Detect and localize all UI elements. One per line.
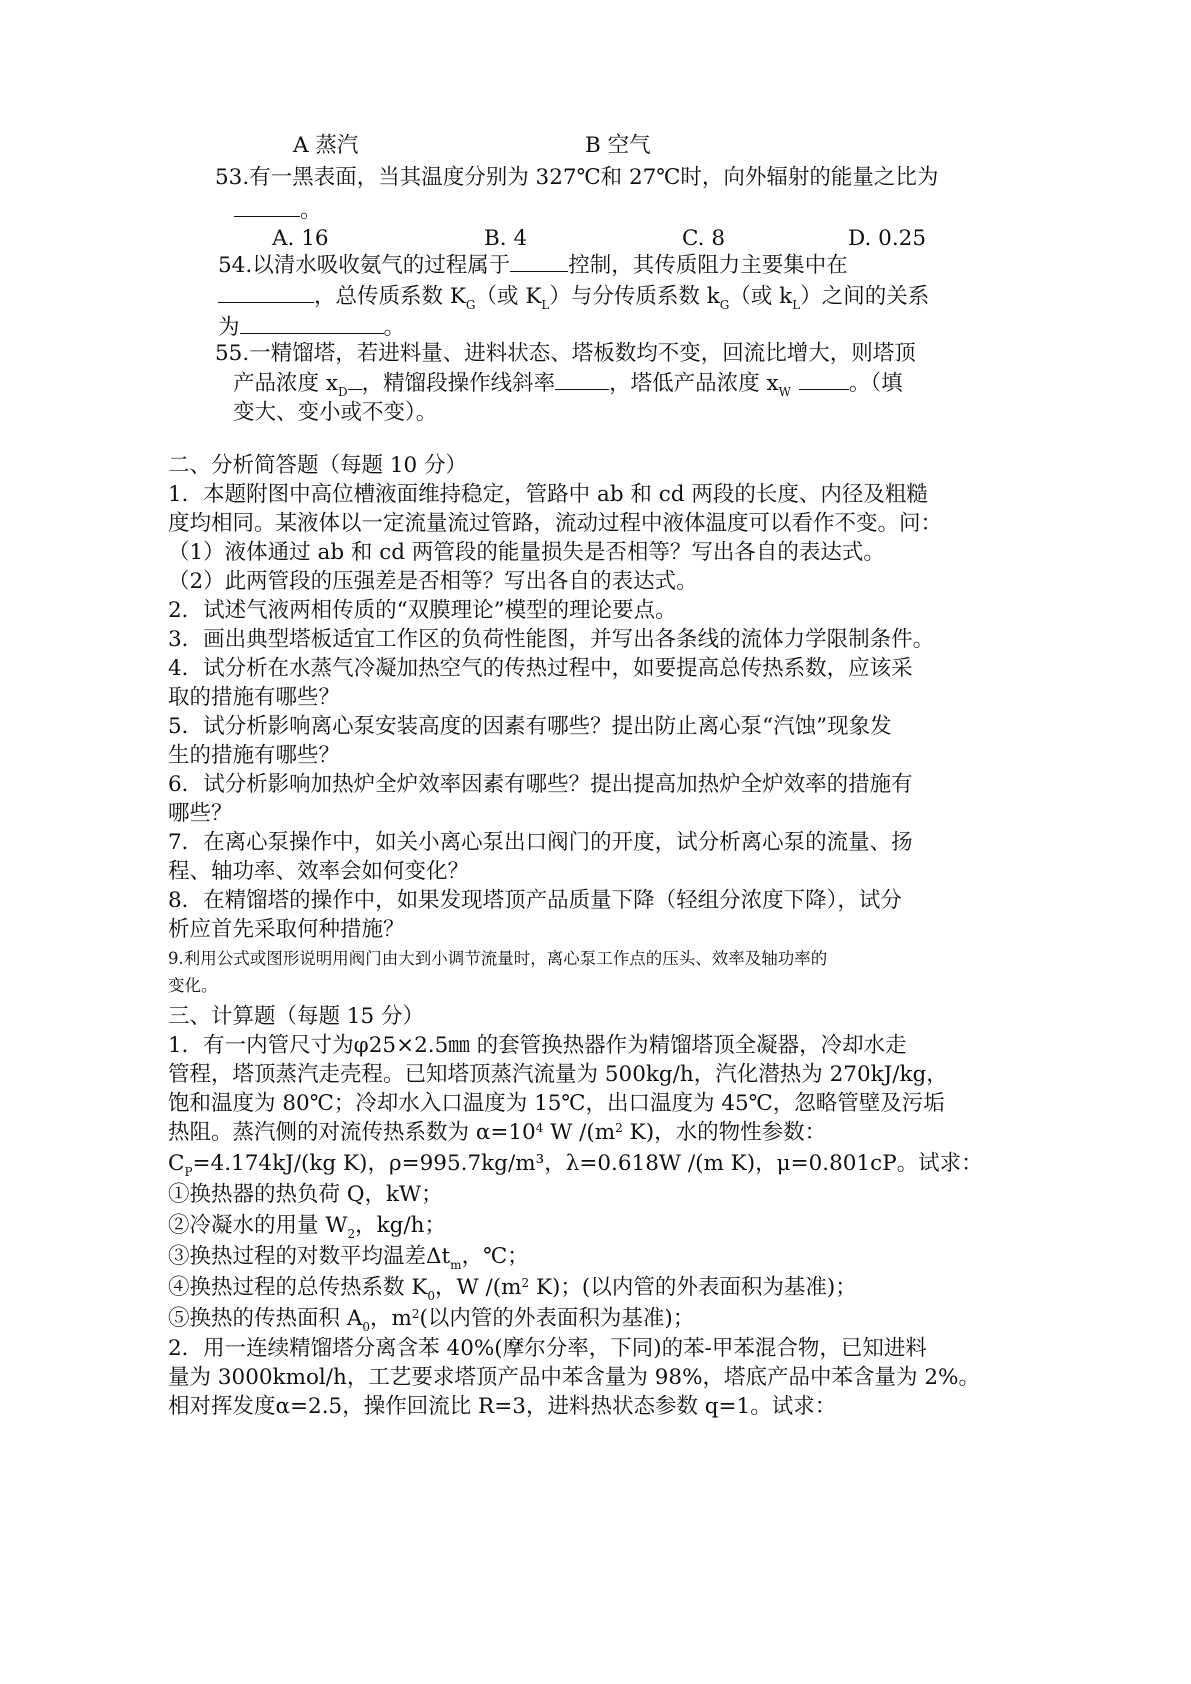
section2-line: 5．试分析影响离心泵安装高度的因素有哪些？提出防止离心泵“汽蚀”现象发: [168, 714, 892, 739]
answer-blank: [799, 369, 849, 390]
q54-line-1: 54.以清水吸收氨气的过程属于 控制，其传质阻力主要集中在: [218, 253, 848, 278]
q55-line-3: 变大、变小或不变）。: [233, 400, 438, 425]
section2-line: 1．本题附图中高位槽液面维持稳定，管路中 ab 和 cd 两段的长度、内径及粗糙: [168, 482, 928, 507]
section3-c2-line-1: 2．用一连续精馏塔分离含苯 40%(摩尔分率，下同)的苯-甲苯混合物，已知进料: [168, 1336, 927, 1361]
q53-option-d: D. 0.25: [848, 226, 927, 251]
section2-line: 取的措施有哪些？: [168, 685, 341, 710]
section2-line: 2．试述气液两相传质的“双膜理论”模型的理论要点。: [168, 598, 677, 623]
section2-line: 8．在精馏塔的操作中，如果发现塔顶产品质量下降（轻组分浓度下降），试分: [168, 888, 902, 913]
section3-c2-line-3: 相对挥发度α=2.5，操作回流比 R=3，进料热状态参数 q=1。试求：: [168, 1394, 837, 1419]
section3-title: 三、计算题（每题 15 分）: [168, 1004, 425, 1029]
answer-blank: [555, 369, 609, 390]
q53-option-a: A. 16: [272, 226, 329, 251]
section3-c1-line-5: $C_P=4.174kJ/(kg$ K)，ρ=995.7kg/m³，λ=0.618W /(m K)，μ=0.801cP。试求：: [168, 1151, 983, 1179]
q52-option-a: A 蒸汽: [293, 133, 359, 158]
section2-line: 4．试分析在水蒸气冷凝加热空气的传热过程中，如要提高总传热系数，应该采: [168, 656, 913, 681]
section3-c1-item-1: ①换热器的热负荷 Q，kW；: [168, 1182, 443, 1207]
q53-option-b: B. 4: [484, 226, 528, 251]
section3-c1-line-4: 热阻。蒸汽侧的对流传热系数为 $\alpha=10^4$ W $/(m^2$ K)，水的物性参数：: [168, 1120, 827, 1145]
section2-line: 生的措施有哪些？: [168, 743, 341, 768]
section3-c1-item-3: ③换热过程的对数平均温差$\Delta t_m$，℃；: [168, 1244, 529, 1272]
q54-line-3: 为 。: [218, 315, 406, 340]
section3-c1-line-3: 饱和温度为 80℃；冷却水入口温度为 15℃，出口温度为 45℃，忽略管壁及污垢: [168, 1091, 945, 1116]
section2-line: 程、轴功率、效率会如何变化？: [168, 859, 470, 884]
answer-blank: [218, 282, 314, 303]
section2-line: （2）此两管段的压强差是否相等？写出各自的表达式。: [168, 569, 698, 594]
section3-c2-line-2: 量为 3000kmol/h，工艺要求塔顶产品中苯含量为 98%，塔底产品中苯含量为 2%。: [168, 1365, 980, 1390]
section2-line: 哪些？: [168, 801, 233, 826]
section2-q9-line-1: 9.利用公式或图形说明用阀门由大到小调节流量时，离心泵工作点的压头、效率及轴功率的: [168, 949, 828, 968]
section2-line: 度均相同。某液体以一定流量流过管路，流动过程中液体温度可以看作不变。问：: [168, 511, 943, 536]
q52-option-b: B 空气: [585, 133, 651, 158]
section2-line: 析应首先采取何种措施？: [168, 917, 405, 942]
q53-answer-line: 。: [234, 196, 322, 225]
section3-c1-line-1: 1．有一内管尺寸为φ25×2.5㎜ 的套管换热器作为精馏塔顶全凝器，冷却水走: [168, 1033, 907, 1058]
section3-c1-line-2: 管程，塔顶蒸汽走壳程。已知塔顶蒸汽流量为 500kg/h，汽化潜热为 270kJ/kg，: [168, 1062, 948, 1087]
answer-blank: [240, 313, 384, 334]
section2-title: 二、分析简答题（每题 10 分）: [168, 453, 468, 478]
q54-line-2: ，总传质系数 $K_G$（或 $K_L$）与分传质系数 $k_G$（或 $k_L$）之间的关系: [218, 282, 929, 313]
section2-line: 6．试分析影响加热炉全炉效率因素有哪些？提出提高加热炉全炉效率的措施有: [168, 772, 913, 797]
section2-q9-line-2: 变化。: [168, 976, 218, 995]
q55-line-1: 55.一精馏塔，若进料量、进料状态、塔板数均不变，回流比增大，则塔顶: [215, 341, 916, 366]
answer-blank: [348, 369, 362, 390]
q53-question: 53.有一黑表面，当其温度分别为 327℃和 27℃时，向外辐射的能量之比为: [215, 165, 939, 190]
section2-line: 7．在离心泵操作中，如关小离心泵出口阀门的开度，试分析离心泵的流量、扬: [168, 830, 913, 855]
section3-c1-item-4: ④换热过程的总传热系数 $K_0$，W $/(m^2$ K)；(以内管的外表面积为基准)；: [168, 1275, 857, 1303]
section3-c1-item-2: ②冷凝水的用量 $W_2$，kg/h；: [168, 1213, 446, 1241]
q53-option-c: C. 8: [682, 226, 726, 251]
section2-line: （1）液体通过 ab 和 cd 两管段的能量损失是否相等？写出各自的表达式。: [168, 540, 885, 565]
answer-blank: [510, 251, 568, 272]
section3-c1-item-5: ⑤换热的传热面积 $A_0$，$m^2$(以内管的外表面积为基准)；: [168, 1306, 695, 1334]
section2-line: 3．画出典型塔板适宜工作区的负荷性能图，并写出各条线的流体力学限制条件。: [168, 627, 935, 652]
q55-line-2: 产品浓度 $x_D$ ，精馏段操作线斜率 ，塔低产品浓度 $x_W$ 。（填: [233, 371, 903, 399]
answer-blank: [234, 196, 300, 217]
